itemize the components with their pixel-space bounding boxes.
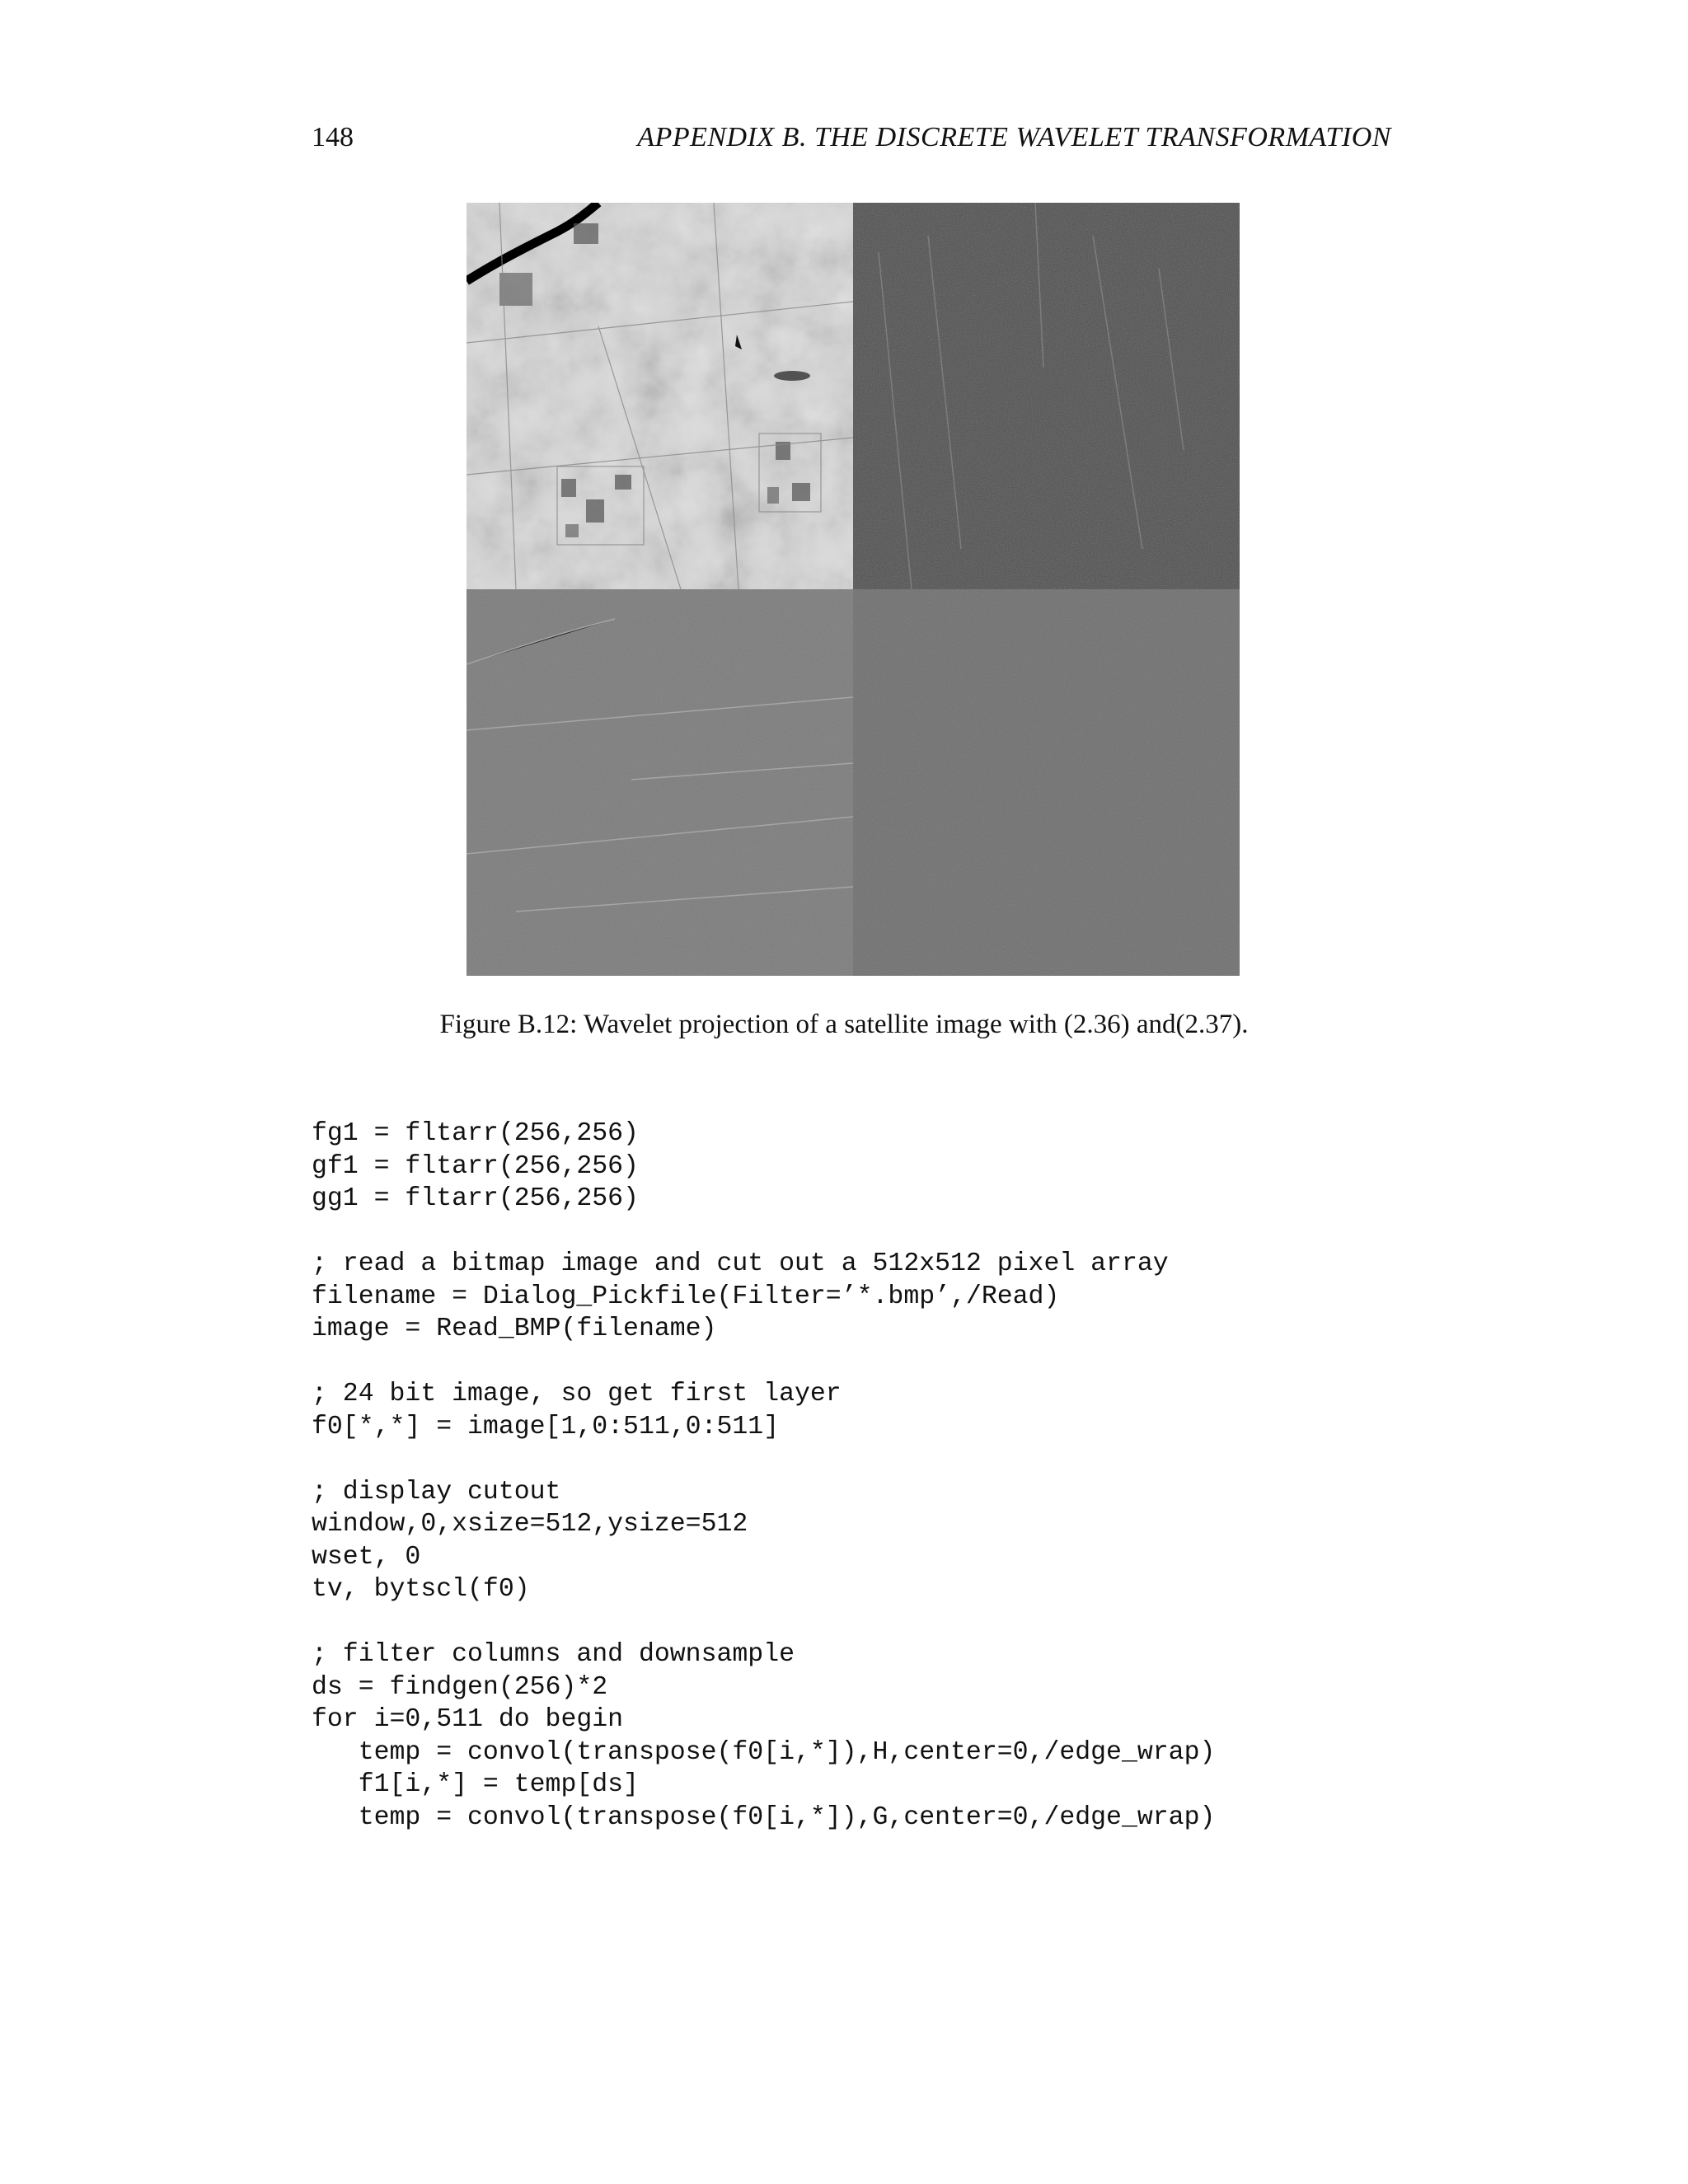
diagonal-detail-quadrant: [853, 589, 1240, 976]
code-line: ; display cutout: [312, 1477, 561, 1507]
code-line: tv, bytscl(f0): [312, 1575, 530, 1604]
code-line: f0[*,*] = image[1,0:511,0:511]: [312, 1412, 780, 1441]
wavelet-figure: [467, 203, 1240, 976]
code-line: fg1 = fltarr(256,256): [312, 1119, 639, 1148]
vertical-detail-quadrant: [467, 589, 853, 976]
code-line: for i=0,511 do begin: [312, 1705, 624, 1734]
code-line: [312, 1216, 1383, 1249]
page-number: 148: [312, 122, 354, 152]
code-line: gf1 = fltarr(256,256): [312, 1151, 639, 1181]
code-line: ; filter columns and downsample: [312, 1640, 795, 1669]
code-listing: [312, 1118, 1383, 1834]
code-line: gg1 = fltarr(256,256): [312, 1184, 639, 1213]
code-line: [312, 1443, 1383, 1476]
running-header: APPENDIX B. THE DISCRETE WAVELET TRANSFORMATION: [637, 122, 1391, 152]
code-line: temp = convol(transpose(f0[i,*]),H,center=0,/edge_wrap): [312, 1737, 1216, 1767]
code-line: window,0,xsize=512,ysize=512: [312, 1510, 748, 1539]
code-line: wset, 0: [312, 1542, 421, 1572]
code-line: [312, 1346, 1383, 1379]
code-line: f1[i,*] = temp[ds]: [312, 1770, 639, 1799]
figure-caption: Figure B.12: Wavelet projection of a satellite image with (2.36) and(2.37).: [439, 1010, 1249, 1039]
code-line: filename = Dialog_Pickfile(Filter=’*.bmp’,/Read): [312, 1282, 1060, 1311]
code-line: ; 24 bit image, so get first layer: [312, 1380, 842, 1408]
code-line: temp = convol(transpose(f0[i,*]),G,center=0,/edge_wrap): [312, 1802, 1216, 1832]
code-line: image = Read_BMP(filename): [312, 1315, 717, 1343]
horizontal-detail-quadrant: [853, 203, 1240, 589]
code-line: ds = findgen(256)*2: [312, 1672, 608, 1702]
approximation-quadrant: [467, 203, 853, 589]
code-line: [312, 1606, 1383, 1639]
code-line: ; read a bitmap image and cut out a 512x512 pixel array: [312, 1249, 1169, 1278]
